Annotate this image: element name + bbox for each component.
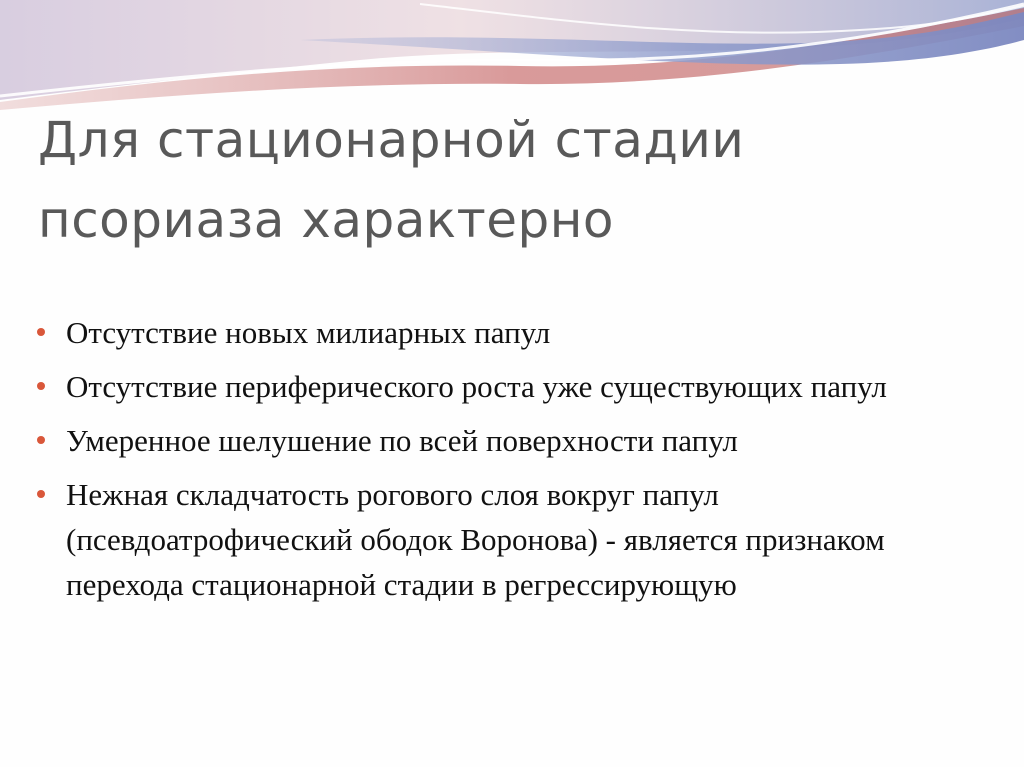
bullet-dot-icon — [37, 328, 45, 336]
slide-title: Для стационарной стадии псориаза характерно — [38, 111, 745, 249]
list-item — [36, 310, 976, 355]
list-item-text: Отсутствие периферического роста уже существующих папул — [66, 369, 887, 404]
bullet-dot-icon — [37, 436, 45, 444]
bullet-dot-icon — [37, 382, 45, 390]
list-item-text: Умеренное шелушение по всей поверхности папул — [66, 423, 738, 458]
list-item — [36, 364, 976, 409]
list-item — [36, 472, 976, 607]
bullet-dot-icon — [37, 490, 45, 498]
list-item-text: Нежная складчатость рогового слоя вокруг папул (псевдоатрофический ободок Воронова) - является признаком перехода стационарной стадии в регрессирующую — [66, 477, 885, 602]
list-item — [36, 418, 976, 463]
list-item-text: Отсутствие новых милиарных папул — [66, 315, 551, 350]
bullet-list — [36, 310, 976, 616]
